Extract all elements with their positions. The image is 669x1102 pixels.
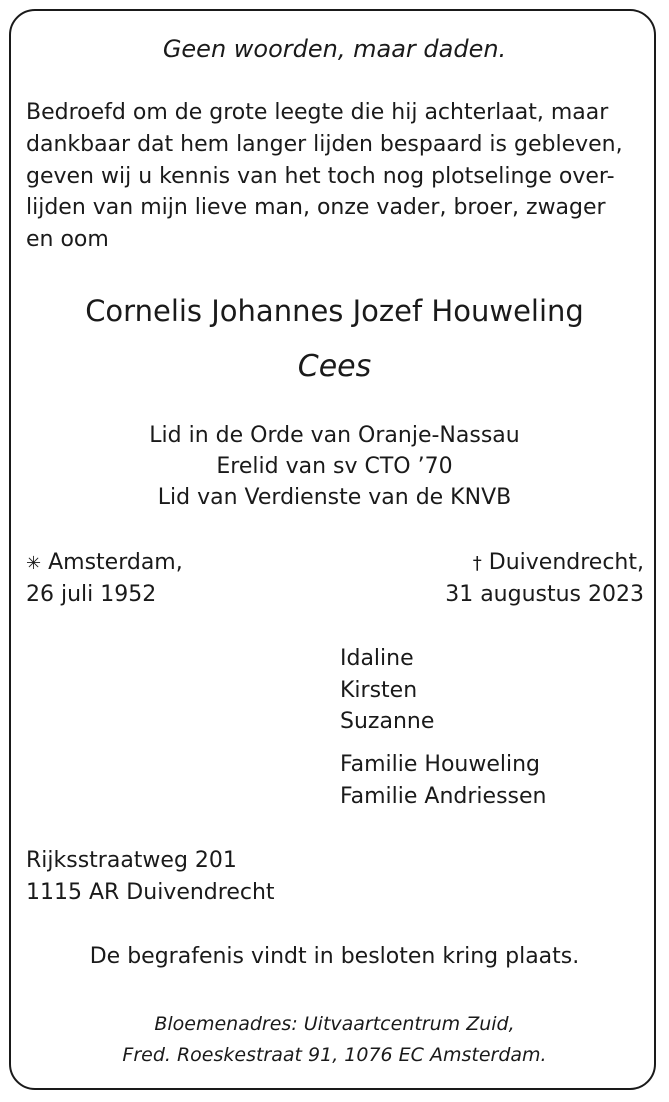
family-member: Suzanne bbox=[340, 709, 435, 734]
honor-item: Lid in de Orde van Oranje-Nassau bbox=[149, 423, 520, 448]
address-line: 1115 AR Duivendrecht bbox=[26, 879, 275, 905]
family-member: Kirsten bbox=[340, 677, 418, 703]
death-info bbox=[445, 547, 644, 610]
relatives-list bbox=[340, 749, 546, 812]
honor-item: Lid van Verdienste van de KNVB bbox=[157, 485, 512, 510]
announcement-text bbox=[26, 97, 623, 256]
announcement-line: en oom bbox=[26, 227, 109, 253]
deceased-nickname: Cees bbox=[297, 349, 372, 384]
family-member: Idaline bbox=[340, 646, 414, 671]
relative-family: Familie Houweling bbox=[340, 752, 541, 777]
birth-date: 26 juli 1952 bbox=[26, 582, 157, 607]
honors-list bbox=[0, 420, 669, 513]
motto: Geen woorden, maar daden. bbox=[162, 35, 507, 63]
death-date: 31 augustus 2023 bbox=[445, 582, 644, 607]
announcement-line: dankbaar dat hem langer lijden bespaard is gebleven, bbox=[26, 131, 623, 157]
address-line: Rijksstraatweg 201 bbox=[26, 848, 237, 873]
relative-family: Familie Andriessen bbox=[340, 783, 547, 809]
funeral-notice: De begrafenis vindt in besloten kring plaats. bbox=[89, 944, 580, 969]
correspondence-address bbox=[26, 845, 275, 908]
birth-info bbox=[26, 547, 183, 610]
flower-address bbox=[0, 1009, 669, 1071]
death-dagger-icon: † bbox=[472, 553, 482, 574]
flower-address-line: Fred. Roeskestraat 91, 1076 EC Amsterdam. bbox=[122, 1044, 547, 1066]
family-list bbox=[340, 643, 434, 738]
honor-item: Erelid van sv CTO ’70 bbox=[216, 454, 453, 479]
birth-place: Amsterdam, bbox=[48, 550, 183, 575]
deceased-full-name: Cornelis Johannes Jozef Houweling bbox=[85, 294, 584, 328]
announcement-line: lijden van mijn lieve man, onze vader, broer, zwager bbox=[26, 195, 606, 221]
announcement-line: geven wij u kennis van het toch nog plotselinge over- bbox=[26, 163, 615, 189]
death-place: Duivendrecht, bbox=[488, 550, 644, 575]
flower-address-line: Bloemenadres: Uitvaartcentrum Zuid, bbox=[154, 1013, 515, 1035]
birth-star-icon: ✳ bbox=[26, 553, 42, 574]
announcement-line: Bedroefd om de grote leegte die hij achterlaat, maar bbox=[26, 100, 609, 125]
